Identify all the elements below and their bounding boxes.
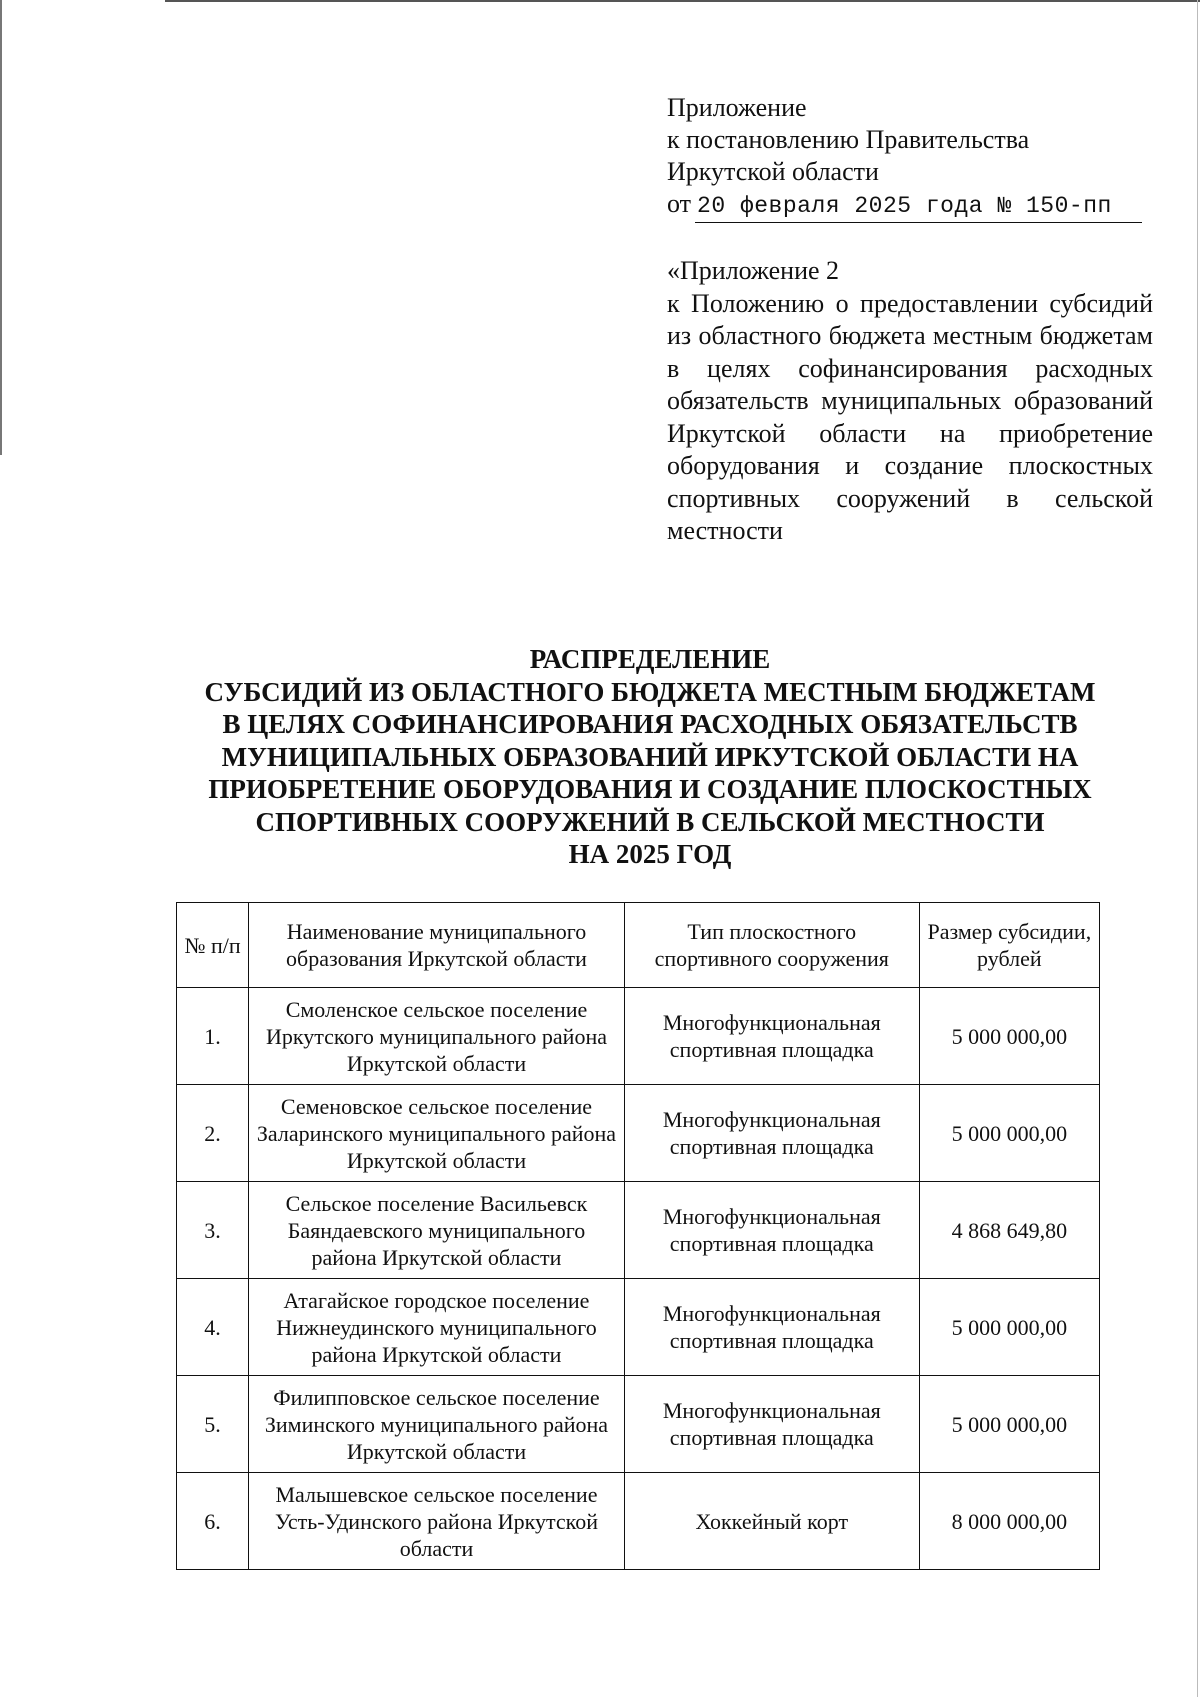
document-title xyxy=(160,643,1140,871)
row-amount: 5 000 000,00 xyxy=(919,988,1099,1085)
table-row xyxy=(177,1182,1100,1279)
title-line: НА 2025 ГОД xyxy=(568,839,732,869)
table-row xyxy=(177,1473,1100,1570)
resolution-date-line xyxy=(667,188,1157,223)
table-row xyxy=(177,1376,1100,1473)
row-type: Многофункциональная спортивная площадка xyxy=(624,1085,919,1182)
row-type: Многофункциональная спортивная площадка xyxy=(624,1279,919,1376)
title-line: В ЦЕЛЯХ СОФИНАНСИРОВАНИЯ РАСХОДНЫХ ОБЯЗАТЕЛЬСТВ xyxy=(222,709,1078,739)
row-amount: 8 000 000,00 xyxy=(919,1473,1099,1570)
resolution-date-number: 20 февраля 2025 года № 150-пп xyxy=(695,190,1142,223)
subsidy-distribution-table xyxy=(176,902,1100,1570)
header-type: Тип плоскостного спортивного сооружения xyxy=(624,903,919,988)
row-num: 2. xyxy=(177,1085,249,1182)
scan-edge-left xyxy=(0,0,2,455)
title-line: СУБСИДИЙ ИЗ ОБЛАСТНОГО БЮДЖЕТА МЕСТНЫМ БЮДЖЕТАМ xyxy=(204,676,1096,707)
row-name: Семеновское сельское поселение Заларинского муниципального района Иркутской области xyxy=(249,1085,625,1182)
header-amount: Размер субсидии, рублей xyxy=(919,903,1099,988)
row-name: Смоленское сельское поселение Иркутского муниципального района Иркутской области xyxy=(249,988,625,1085)
row-name: Малышевское сельское поселение Усть-Удинского района Иркутской области xyxy=(249,1473,625,1570)
title-line: МУНИЦИПАЛЬНЫХ ОБРАЗОВАНИЙ ИРКУТСКОЙ ОБЛАСТИ НА xyxy=(221,741,1079,772)
row-amount: 4 868 649,80 xyxy=(919,1182,1099,1279)
table-row xyxy=(177,1085,1100,1182)
appendix-2-title: «Приложение 2 xyxy=(667,256,840,285)
row-num: 5. xyxy=(177,1376,249,1473)
row-amount: 5 000 000,00 xyxy=(919,1085,1099,1182)
date-prefix: от xyxy=(667,189,692,218)
scan-edge-top xyxy=(165,0,1200,2)
header-line: к постановлению Правительства xyxy=(667,125,1030,154)
header-line: Иркутской области xyxy=(667,157,879,186)
title-line: ПРИОБРЕТЕНИЕ ОБОРУДОВАНИЯ И СОЗДАНИЕ ПЛОСКОСТНЫХ xyxy=(208,774,1092,804)
row-type: Многофункциональная спортивная площадка xyxy=(624,1376,919,1473)
header-name: Наименование муниципального образования Иркутской области xyxy=(249,903,625,988)
row-amount: 5 000 000,00 xyxy=(919,1279,1099,1376)
scan-edge-right xyxy=(1197,0,1198,1697)
title-line: СПОРТИВНЫХ СООРУЖЕНИЙ В СЕЛЬСКОЙ МЕСТНОСТИ xyxy=(255,806,1045,837)
row-num: 6. xyxy=(177,1473,249,1570)
row-amount: 5 000 000,00 xyxy=(919,1376,1099,1473)
row-type: Многофункциональная спортивная площадка xyxy=(624,988,919,1085)
row-type: Многофункциональная спортивная площадка xyxy=(624,1182,919,1279)
title-line: РАСПРЕДЕЛЕНИЕ xyxy=(529,644,771,674)
table-header-row xyxy=(177,903,1100,988)
row-name: Атагайское городское поселение Нижнеудинского муниципального района Иркутской области xyxy=(249,1279,625,1376)
row-num: 4. xyxy=(177,1279,249,1376)
table-row xyxy=(177,988,1100,1085)
row-num: 1. xyxy=(177,988,249,1085)
row-num: 3. xyxy=(177,1182,249,1279)
row-name: Филипповское сельское поселение Зиминского муниципального района Иркутской области xyxy=(249,1376,625,1473)
appendix-2-reference xyxy=(667,255,1153,548)
appendix-2-body: к Положению о предоставлении субсидий из областного бюджета местным бюджетам в целях софинансирования расходных обязательств муниципальных образований Иркутской области на приобретение оборудования и создание плоскостных спортивных сооружений в сельской местности xyxy=(667,288,1153,545)
header-num: № п/п xyxy=(177,903,249,988)
row-name: Сельское поселение Васильевск Баяндаевского муниципального района Иркутской области xyxy=(249,1182,625,1279)
row-type: Хоккейный корт xyxy=(624,1473,919,1570)
table-row xyxy=(177,1279,1100,1376)
header-line: Приложение xyxy=(667,93,807,122)
appendix-header xyxy=(667,92,1157,223)
